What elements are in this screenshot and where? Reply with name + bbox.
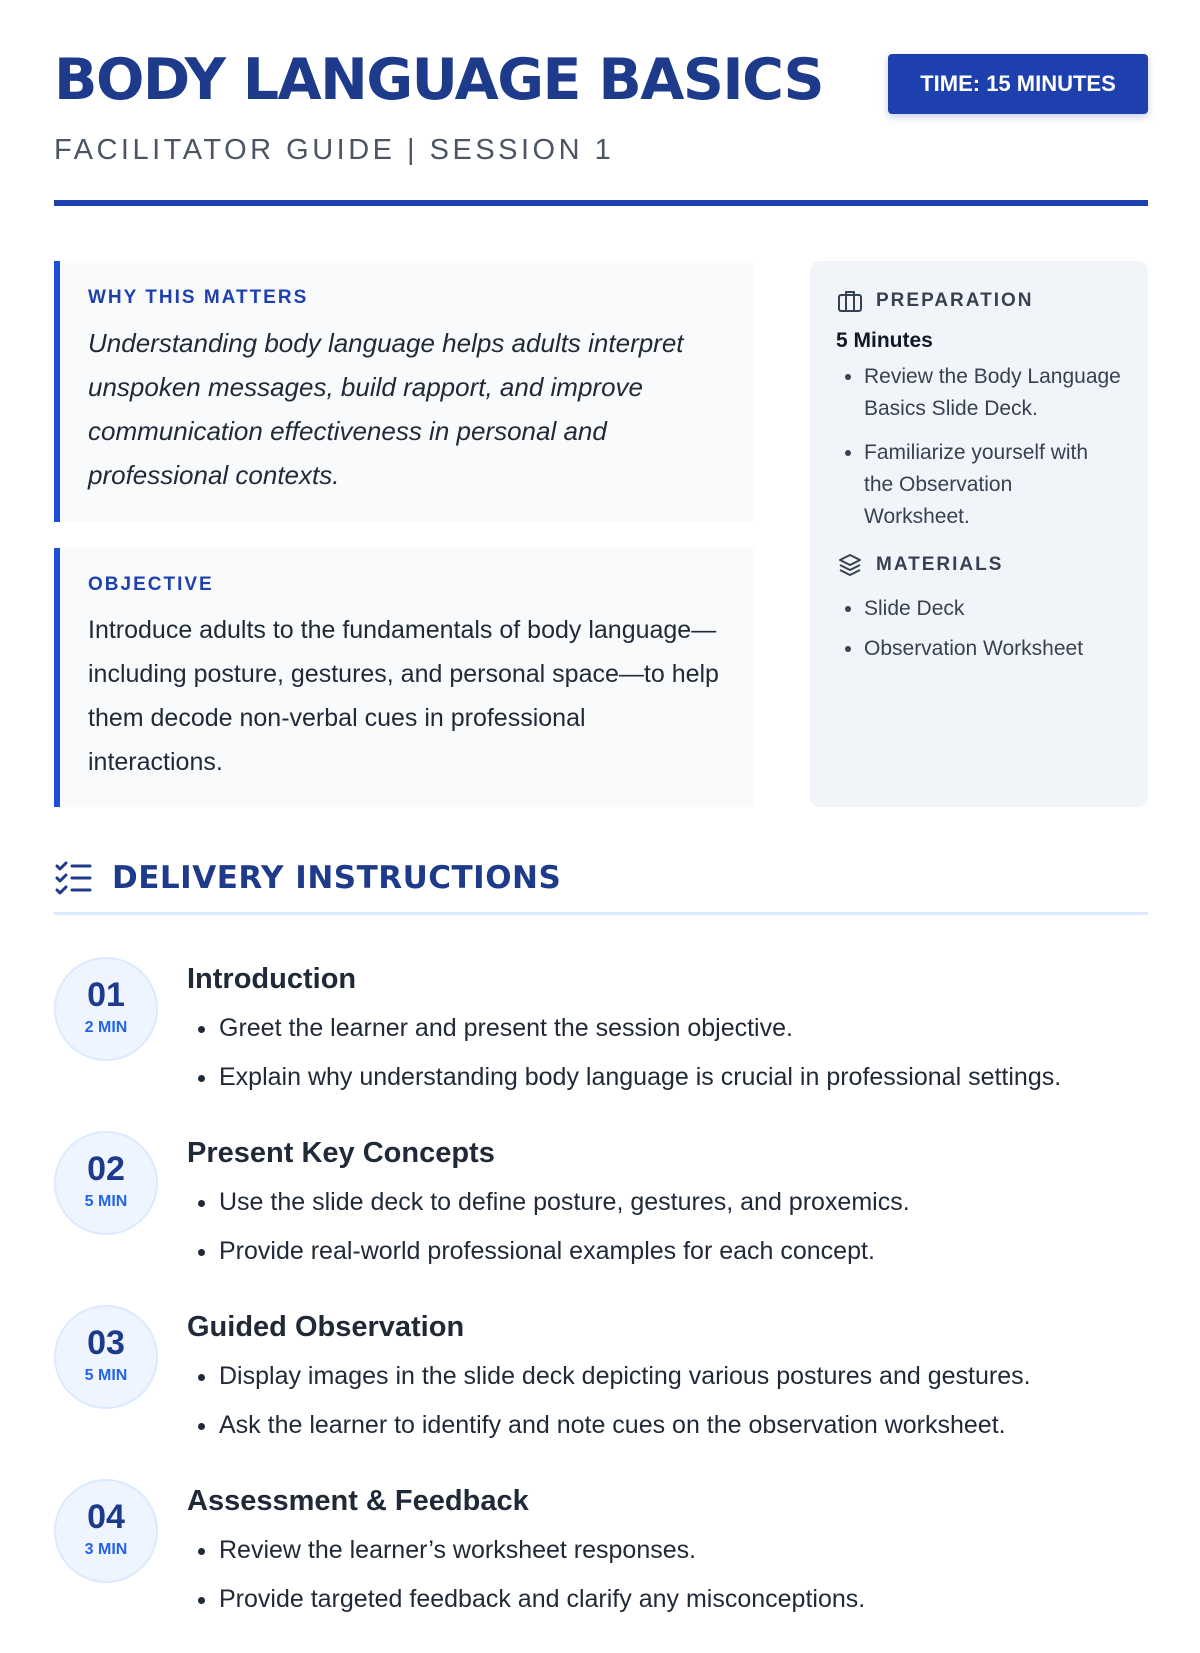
step-number: 03 (87, 1324, 125, 1362)
step-number: 04 (87, 1498, 125, 1536)
materials-item: • Observation Worksheet (864, 633, 1122, 665)
step-bullets (187, 1352, 1148, 1450)
step-bullets (187, 1526, 1148, 1624)
preparation-list (836, 361, 1122, 533)
materials-heading (836, 551, 1122, 579)
materials-item: • Slide Deck (864, 593, 1122, 625)
step-duration: 2 MIN (84, 1019, 128, 1036)
step-bullet: • Review the learner’s worksheet responses. (219, 1526, 1148, 1575)
steps-list (54, 957, 1148, 1653)
step-bullet: • Provide targeted feedback and clarify any misconceptions. (219, 1575, 1148, 1624)
step-badge (54, 1479, 158, 1583)
step-bullet: • Provide real-world professional examples for each concept. (219, 1227, 1148, 1276)
step-body (187, 1131, 1148, 1276)
delivery-title: DELIVERY INSTRUCTIONS (112, 860, 562, 896)
step-bullet: • Explain why understanding body language is crucial in professional settings. (219, 1053, 1148, 1102)
materials-list (836, 593, 1122, 665)
step-body (187, 957, 1148, 1102)
checklist-icon (54, 860, 94, 896)
preparation-panel (810, 261, 1148, 807)
briefcase-icon (836, 287, 864, 315)
step-bullet: • Display images in the slide deck depicting various postures and gestures. (219, 1352, 1148, 1401)
delivery-divider (54, 912, 1148, 915)
facilitator-guide-page (54, 0, 1148, 1613)
step-body (187, 1305, 1148, 1450)
step-badge (54, 1305, 158, 1409)
preparation-duration: 5 Minutes (836, 329, 933, 352)
step-bullet: • Use the slide deck to define posture, gestures, and proxemics. (219, 1178, 1148, 1227)
step-number: 01 (87, 976, 125, 1014)
layers-icon (836, 551, 864, 579)
step-bullets (187, 1004, 1148, 1102)
time-badge: TIME: 15 MINUTES (888, 54, 1148, 114)
preparation-label: PREPARATION (876, 290, 1034, 311)
step-duration: 5 MIN (84, 1193, 128, 1210)
why-this-matters-card (54, 261, 754, 522)
step-title: Guided Observation (187, 1311, 465, 1343)
step-bullet: • Ask the learner to identify and note cues on the observation worksheet. (219, 1401, 1148, 1450)
step-badge (54, 957, 158, 1061)
preparation-heading (836, 287, 1122, 315)
objective-card (54, 548, 754, 807)
step-bullets (187, 1178, 1148, 1276)
objective-text: Introduce adults to the fundamentals of body language—including posture, gestures, and personal space—to help them decode non-verbal cues in professional interactions. (88, 616, 719, 776)
preparation-item: • Review the Body Language Basics Slide Deck. (864, 361, 1122, 425)
step-title: Present Key Concepts (187, 1137, 495, 1169)
step-duration: 5 MIN (84, 1367, 128, 1384)
step-body (187, 1479, 1148, 1624)
step-item (54, 1131, 1148, 1305)
step-duration: 3 MIN (84, 1541, 128, 1558)
page-header (54, 0, 1148, 206)
step-item (54, 1305, 1148, 1479)
preparation-item: • Familiarize yourself with the Observation Worksheet. (864, 437, 1122, 533)
materials-label: MATERIALS (876, 554, 1004, 575)
delivery-heading (54, 860, 561, 896)
objective-label: OBJECTIVE (88, 574, 214, 595)
step-bullet: • Greet the learner and present the session objective. (219, 1004, 1148, 1053)
step-title: Assessment & Feedback (187, 1485, 529, 1517)
page-subtitle: FACILITATOR GUIDE | SESSION 1 (54, 134, 615, 166)
step-item (54, 1479, 1148, 1653)
why-text: Understanding body language helps adults interpret unspoken messages, build rapport, and improve communication effectiveness in personal and professional contexts. (88, 328, 684, 490)
why-label: WHY THIS MATTERS (88, 287, 309, 308)
step-title: Introduction (187, 963, 357, 995)
step-number: 02 (87, 1150, 125, 1188)
page-title: BODY LANGUAGE BASICS (54, 47, 824, 113)
step-item (54, 957, 1148, 1131)
step-badge (54, 1131, 158, 1235)
header-divider (54, 200, 1148, 206)
